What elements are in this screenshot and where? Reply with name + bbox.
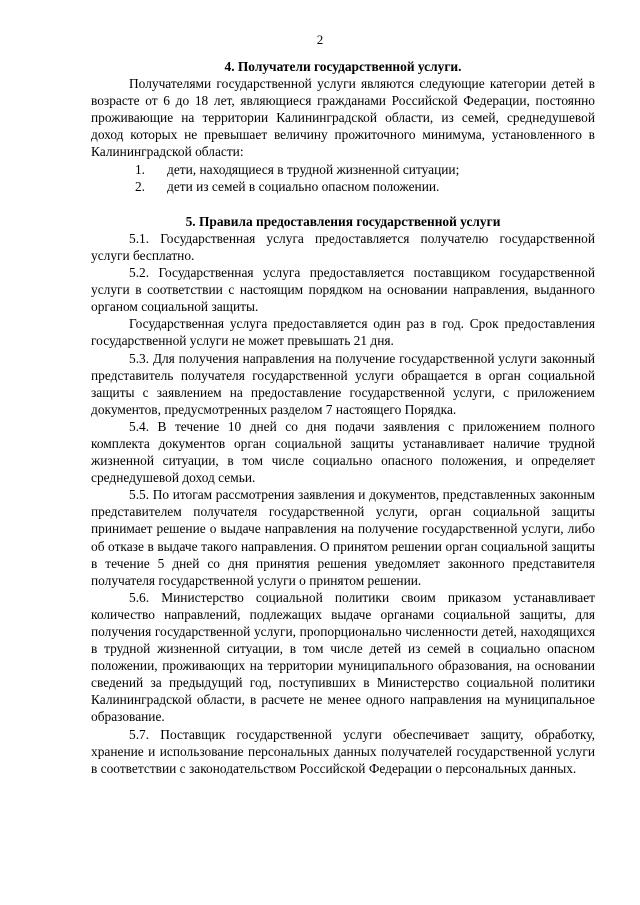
paragraph-5-1: 5.1. Государственная услуга предоставляется получателю государственной услуги бесплатно. bbox=[91, 230, 595, 263]
list-item bbox=[91, 178, 595, 195]
paragraph-5-6: 5.6. Министерство социальной политики своим приказом устанавливает количество направлений, подлежащих выдаче органами социальной защиты, для получения государственной услуги, пропорционально численности детей, находящихся в трудной жизненной ситуации, в том числе детей из семей в социально опасном положении, проживающих на территории муниципального образования, на основании сведений за предыдущий год, поступивших в Министерство социальной политики Калининградской области, в расчете не менее одного направления на муниципальное образование. bbox=[91, 589, 595, 725]
section-4-heading: 4. Получатели государственной услуги. bbox=[224, 59, 462, 74]
paragraph-5-2: 5.2. Государственная услуга предоставляется поставщиком государственной услуги в соответствии с настоящим порядком на основании направления, выданного органом социальной защиты. bbox=[91, 265, 595, 315]
list-item-text: дети, находящиеся в трудной жизненной ситуации; bbox=[167, 161, 460, 177]
page-number: 2 bbox=[316, 32, 324, 47]
section-5-heading: 5. Правила предоставления государственной услуги bbox=[185, 213, 501, 229]
document-body bbox=[91, 58, 595, 777]
paragraph-5-2-term: Государственная услуга предоставляется один раз в год. Срок предоставления государственной услуги не может превышать 21 дня. bbox=[91, 316, 595, 349]
paragraph-5-3: 5.3. Для получения направления на получение государственной услуги законный представитель получателя государственной услуги обращается в орган социальной защиты с заявлением на предоставление государственной услуги, с приложением документов, предусмотренных разделом 7 настоящего Порядка. bbox=[91, 350, 595, 417]
list-item-number: 2. bbox=[134, 178, 145, 194]
paragraph-5-4: 5.4. В течение 10 дней со дня подачи заявления с приложением полного комплекта документов орган социальной защиты устанавливает наличие трудной жизненной ситуации, в том числе социально опасного положения, и определяет среднедушевой доход семьи. bbox=[91, 418, 595, 486]
section-4-intro: Получателями государственной услуги являются следующие категории детей в возрасте от 6 до 18 лет, являющиеся гражданами Российской Федерации, постоянно проживающие на территории Калининградской области, из семей, среднедушевой доход которых не превышает величину прожиточного минимума, установленного в Калининградской области: bbox=[91, 76, 595, 160]
list-item-text: дети из семей в социально опасном положении. bbox=[167, 178, 440, 194]
paragraph-5-5: 5.5. По итогам рассмотрения заявления и документов, представленных законным представителем получателя государственной услуги, орган социальной защиты принимает решение о выдаче направления на получение государственной услуги, либо об отказе в выдаче такого направления. О принятом решении орган социальной защиты в течение 5 дней со дня принятия решения уведомляет законного представителя получателя государственной услуги о принятом решении. bbox=[91, 487, 595, 588]
list-item-number: 1. bbox=[134, 161, 145, 177]
paragraph-5-7: 5.7. Поставщик государственной услуги обеспечивает защиту, обработку, хранение и использование персональных данных получателей государственной услуги в соответствии с законодательством Российской Федерации о персональных данных. bbox=[91, 726, 595, 776]
list-item bbox=[91, 161, 595, 178]
